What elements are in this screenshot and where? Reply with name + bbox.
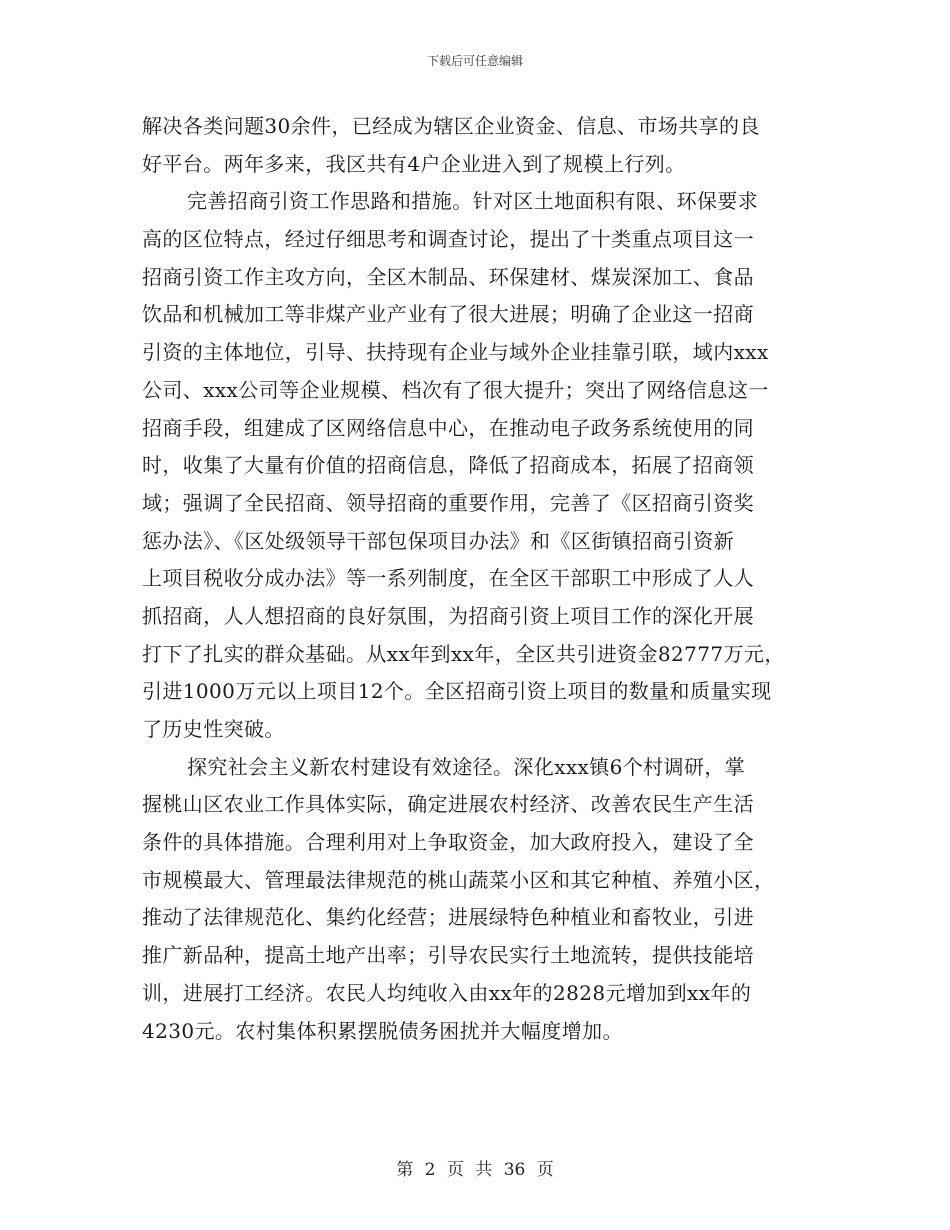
text-line: 饮品和机械加工等非煤产业产业有了很大进展；明确了企业这一招商 [142, 302, 754, 327]
text-line: 招商手段，组建成了区网络信息中心，在推动电子政务系统使用的同 [142, 415, 754, 440]
paragraph-first-line: 完善招商引资工作思路和措施。针对区土地面积有限、环保要求 [187, 189, 759, 214]
page-number-footer: 第 2 页 共 36 页 [396, 1160, 554, 1180]
text-line: 条件的具体措施。合理利用对上争取资金，加大政府投入，建设了全 [142, 830, 754, 855]
text-line: 推广新品种，提高土地产出率；引导农民实行土地流转，提供技能培 [142, 943, 754, 968]
text-line: 4230元。农村集体积累摆脱债务困扰并大幅度增加。 [142, 1018, 623, 1043]
text-line: 引资的主体地位，引导、扶持现有企业与域外企业挂靠引联，域内xxx [142, 340, 769, 365]
text-line: 高的区位特点，经过仔细思考和调查讨论，提出了十类重点项目这一 [142, 227, 754, 252]
text-line: 推动了法律规范化、集约化经营；进展绿特色种植业和畜牧业，引进 [142, 905, 754, 930]
page-header-note: 下载后可任意编辑 [426, 54, 523, 68]
text-line: 抓招商，人人想招商的良好氛围，为招商引资上项目工作的深化开展 [142, 603, 754, 628]
text-line: 了历史性突破。 [142, 717, 285, 741]
document-body [142, 108, 822, 1050]
paragraph-first-line: 探究社会主义新农村建设有效途径。深化xxx镇6个村调研，掌 [187, 754, 746, 779]
text-line: 引进1000万元以上项目12个。全区招商引资上项目的数量和质量实现 [142, 679, 772, 704]
text-line: 招商引资工作主攻方向，全区木制品、环保建材、煤炭深加工、食品 [142, 264, 754, 289]
text-line: 好平台。两年多来，我区共有4户企业进入到了规模上行列。 [142, 151, 686, 176]
text-line: 时，收集了大量有价值的招商信息，降低了招商成本，拓展了招商领 [142, 453, 754, 478]
text-line: 公司、xxx公司等企业规模、档次有了很大提升；突出了网络信息这一 [142, 377, 769, 402]
text-line: 解决各类问题30余件，已经成为辖区企业资金、信息、市场共享的良 [142, 114, 760, 138]
text-line: 市规模最大、管理最法律规范的桃山蔬菜小区和其它种植、养殖小区， [142, 867, 775, 892]
text-line: 上项目税收分成办法》等一系列制度，在全区干部职工中形成了人人 [142, 566, 754, 591]
text-line: 域；强调了全民招商、领导招商的重要作用，完善了《区招商引资奖 [142, 490, 754, 515]
text-line: 训，进展打工经济。农民人均纯收入由xx年的2828元增加到xx年的 [142, 980, 752, 1005]
text-line: 握桃山区农业工作具体实际，确定进展农村经济、改善农民生产生活 [142, 792, 754, 817]
text-line: 惩办法》、《区处级领导干部包保项目办法》和《区街镇招商引资新 [142, 528, 734, 553]
text-line: 打下了扎实的群众基础。从xx年到xx年，全区共引进资金82777万元， [142, 641, 785, 666]
